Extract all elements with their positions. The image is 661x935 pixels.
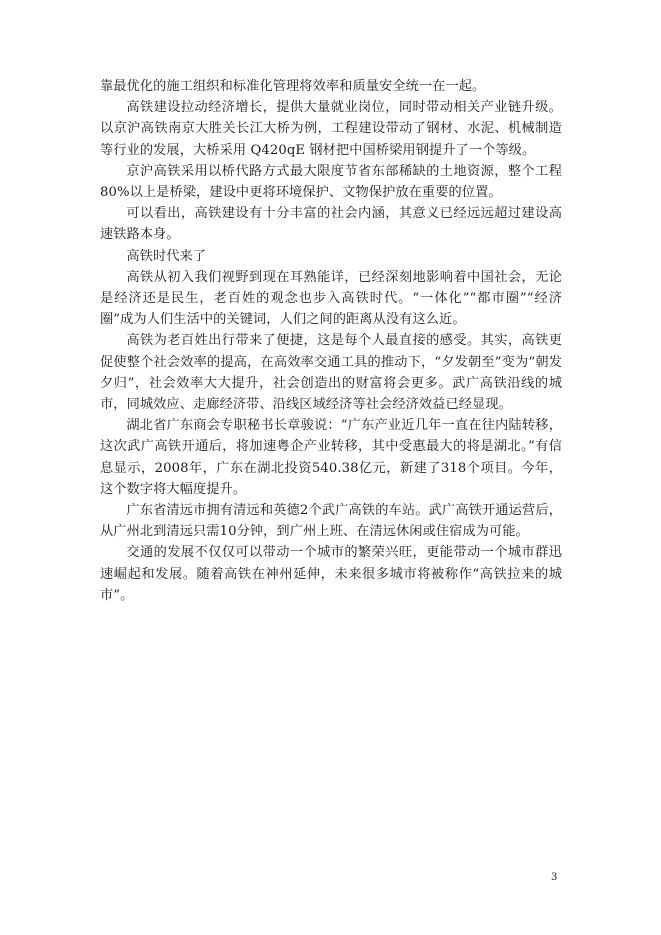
paragraph-city-cluster: 交通的发展不仅仅可以带动一个城市的繁荣兴旺，更能带动一个城市群迅速崛起和发展。随着高铁在神州延伸，未来很多城市将被称作“高铁拉来的城市”。: [100, 545, 562, 603]
paragraph-high-speed-era: 高铁从初入我们视野到现在耳熟能详，已经深刻地影响着中国社会，无论是经济还是民生，老百姓的观念也步入高铁时代。“一体化”“都市圈”“经济圈”成为人们生活中的关键词，人们之间的距离从没有这么近。: [100, 269, 562, 328]
page-body: [100, 76, 562, 606]
section-heading: 高铁时代来了: [126, 248, 207, 264]
paragraph-continuation: 靠最优化的施工组织和标准化管理将效率和质量安全统一在一起。: [100, 79, 486, 94]
paragraph-land-saving: 京沪高铁采用以桥代路方式最大限度节省东部稀缺的土地资源，整个工程 80%以上是桥梁，建设中更将环境保护、文物保护放在重要的位置。: [100, 163, 562, 201]
paragraph-convenience: 高铁为老百姓出行带来了便捷，这是每个人最直接的感受。其实，高铁更促使整个社会效率的提高，在高效率交通工具的推动下，“夕发朝至”变为“朝发夕归”，社会效率大大提升，社会创造出的财富将会更多。武广高铁沿线的城市，同城效应、走廊经济带、沿线区域经济等社会经济效益已经显现。: [100, 333, 562, 413]
paragraph-hubei-guangdong: 湖北省广东商会专职秘书长章骏说：“广东产业近几年一直在往内陆转移，这次武广高铁开通后，将加速粤企产业转移，其中受惠最大的将是湖北。”有信息显示，2008年，广东在湖北投资540.38亿元，新建了318个项目。今年，这个数字将大幅度提升。: [100, 418, 562, 497]
paragraph-economic-growth: 高铁建设拉动经济增长，提供大量就业岗位，同时带动相关产业链升级。以京沪高铁南京大胜关长江大桥为例，工程建设带动了钢材、水泥、机械制造等行业的发展，大桥采用 Q420qE 钢材把中国桥梁用钢提升了一个等级。: [100, 100, 562, 158]
page-number: 3: [551, 872, 558, 883]
paragraph-qingyuan: 广东省清远市拥有清远和英德2个武广高铁的车站。武广高铁开通运营后，从广州北到清远只需10分钟，到广州上班、在清远休闲或住宿成为可能。: [100, 503, 562, 540]
paragraph-social-meaning: 可以看出，高铁建设有十分丰富的社会内涵，其意义已经远远超过建设高速铁路本身。: [100, 206, 562, 243]
